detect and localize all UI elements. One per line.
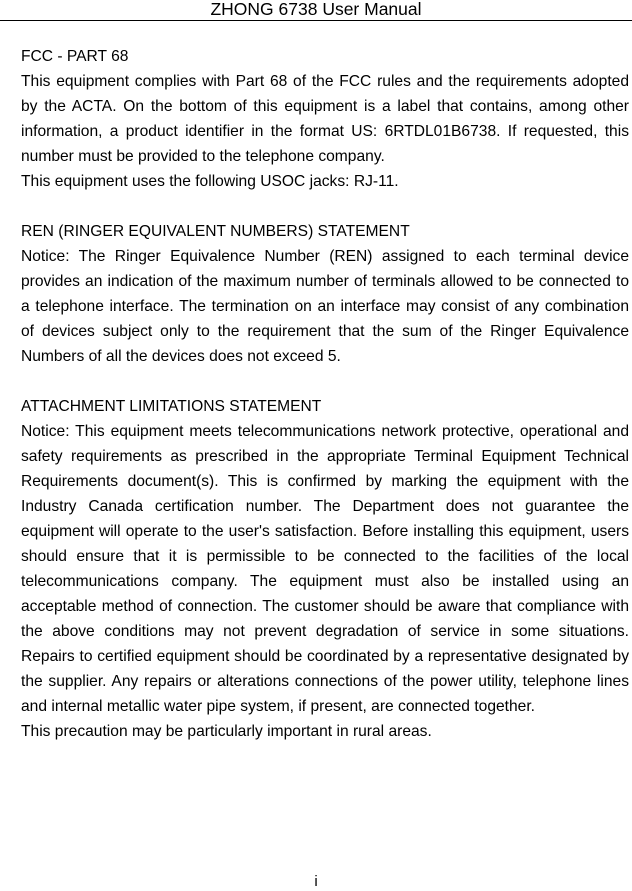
section-paragraph: Notice: The Ringer Equivalence Number (REN) assigned to each terminal device provides an indication of the maximum number of terminals allowed to be connected to a telephone interface. The termination on an interface may consist of any combination of devices subject only to the requirement that the sum of the Ringer Equivalence Numbers of all the devices does not exceed 5. <box>21 248 629 365</box>
attachment-limitations-section <box>21 394 629 744</box>
document-body <box>21 44 629 744</box>
section-paragraph: This equipment uses the following USOC jacks: RJ-11. <box>21 173 399 190</box>
section-heading: ATTACHMENT LIMITATIONS STATEMENT <box>21 398 322 415</box>
section-paragraph: Notice: This equipment meets telecommunications network protective, operational and safety requirements as prescribed in the appropriate Terminal Equipment Technical Requirements document(s). This is confirmed by marking the equipment with the Industry Canada certification number. The Department does not guarantee the equipment will operate to the user's satisfaction. Before installing this equipment, users should ensure that it is permissible to be connected to the facilities of the local telecommunications company. The equipment must also be installed using an acceptable method of connection. The customer should be aware that compliance with the above conditions may not prevent degradation of service in some situations. Repairs to certified equipment should be coordinated by a representative designated by the supplier. Any repairs or alterations connections of the power utility, telephone lines and internal metallic water pipe system, if present, are connected together. <box>21 423 629 715</box>
page-number: i <box>314 873 318 890</box>
page-header <box>0 0 632 21</box>
fcc-part-68-section <box>21 44 629 194</box>
ren-statement-section <box>21 219 629 369</box>
section-paragraph: This precaution may be particularly important in rural areas. <box>21 723 432 740</box>
section-heading: FCC - PART 68 <box>21 48 129 65</box>
section-heading: REN (RINGER EQUIVALENT NUMBERS) STATEMENT <box>21 223 410 240</box>
manual-title: ZHONG 6738 User Manual <box>210 0 422 19</box>
page-footer <box>0 873 632 891</box>
section-paragraph: This equipment complies with Part 68 of the FCC rules and the requirements adopted by the ACTA. On the bottom of this equipment is a label that contains, among other information, a product identifier in the format US: 6RTDL01B6738. If requested, this number must be provided to the telephone company. <box>21 73 629 165</box>
